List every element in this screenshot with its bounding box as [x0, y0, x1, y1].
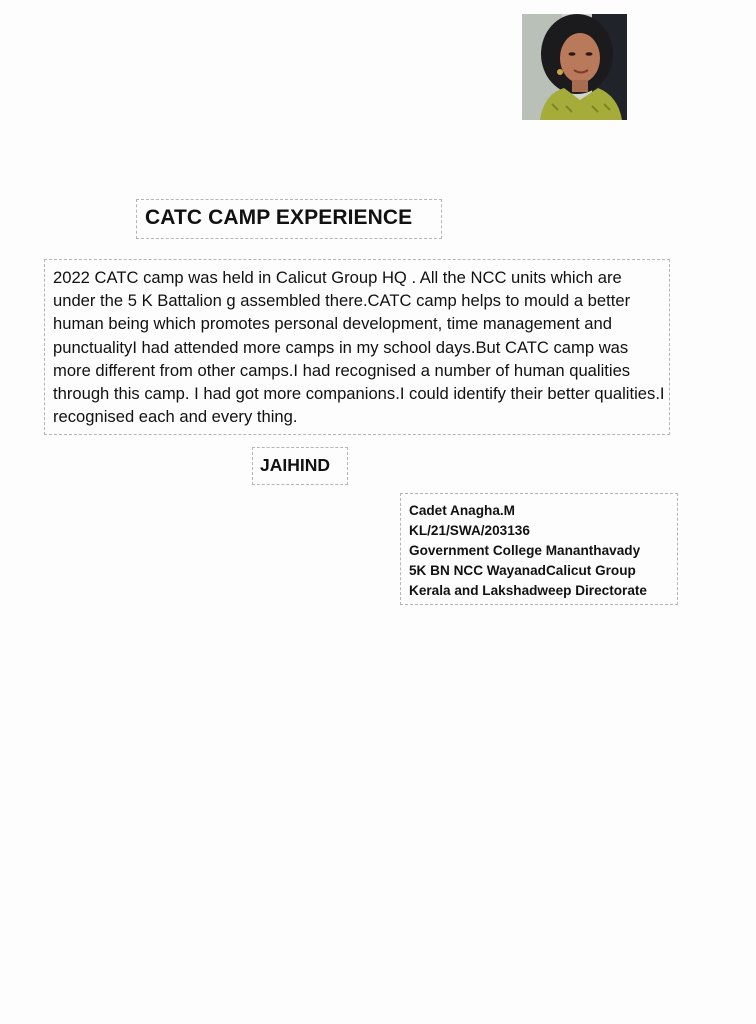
signature-frame	[400, 493, 678, 605]
profile-photo	[522, 14, 627, 120]
signature-block	[409, 501, 647, 601]
cadet-number: KL/21/SWA/203136	[409, 523, 530, 538]
page-title: CATC CAMP EXPERIENCE	[145, 206, 413, 229]
cadet-name: Cadet Anagha.M	[409, 503, 515, 518]
profile-photo-illustration	[522, 14, 627, 120]
closing-frame	[252, 447, 348, 485]
college-name: Government College Mananthavady	[409, 543, 641, 558]
battalion-group: 5K BN NCC WayanadCalicut Group	[409, 563, 636, 578]
directorate: Kerala and Lakshadweep Directorate	[409, 583, 647, 598]
closing-salutation: JAIHIND	[260, 455, 331, 475]
experience-text-frame	[44, 259, 670, 435]
heading-frame	[136, 199, 442, 239]
experience-paragraph: 2022 CATC camp was held in Calicut Group HQ . All the NCC units which are under the 5 K Battalion g assembled there.CATC camp helps to mould a better human being which promotes personal development, time management and punctualityI had attended more camps in my school days.But CATC camp was more different from other camps.I had recognised a number of human qualities through this camp. I had got more companions.I could identify their better qualities.I recognised each and every thing.	[53, 268, 665, 427]
